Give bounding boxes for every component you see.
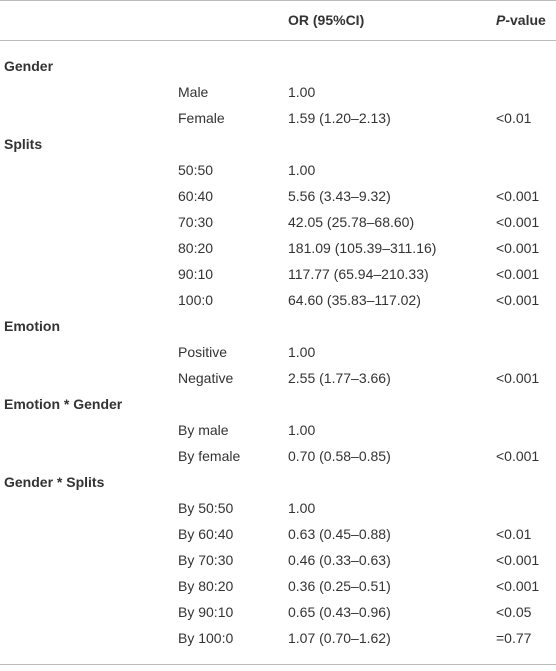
or-cell: 0.63 (0.45–0.88) (288, 526, 391, 543)
or-cell: 0.46 (0.33–0.63) (288, 552, 391, 569)
group-label: Gender * Splits (4, 474, 105, 491)
level-cell: 100:0 (178, 292, 214, 309)
level-cell: By male (178, 422, 229, 439)
or-cell: 117.77 (65.94–210.33) (288, 266, 429, 283)
p-value-cell: <0.001 (496, 266, 540, 283)
or-cell: 1.00 (288, 344, 316, 361)
header-rule (0, 40, 556, 41)
table-row (0, 625, 556, 651)
level-cell: Negative (178, 370, 234, 387)
level-cell: By 100:0 (178, 630, 234, 647)
level-cell: By 50:50 (178, 500, 234, 517)
group-label: Gender (4, 58, 54, 74)
table-row (0, 79, 556, 105)
table-row (0, 365, 556, 391)
table-row (0, 417, 556, 443)
table-row (0, 235, 556, 261)
table-row (0, 261, 556, 287)
group-row (0, 469, 556, 495)
or-cell: 0.70 (0.58–0.85) (288, 448, 391, 465)
level-cell: 90:10 (178, 266, 214, 283)
table-row (0, 157, 556, 183)
level-cell: 60:40 (178, 188, 214, 205)
p-value-cell: <0.001 (496, 370, 540, 387)
level-cell: By 90:10 (178, 604, 234, 621)
level-cell: 50:50 (178, 162, 214, 179)
level-cell: By 80:20 (178, 578, 234, 595)
or-cell: 0.36 (0.25–0.51) (288, 578, 391, 595)
header-p-value (496, 2, 546, 38)
level-cell: Male (178, 84, 209, 101)
p-value-cell: <0.001 (496, 552, 540, 569)
p-value-cell: <0.01 (496, 526, 532, 543)
table-row (0, 105, 556, 131)
p-value-cell: <0.001 (496, 188, 540, 205)
or-cell: 42.05 (25.78–68.60) (288, 214, 415, 231)
level-cell: 70:30 (178, 214, 214, 231)
table-row (0, 209, 556, 235)
table-row (0, 547, 556, 573)
top-rule (0, 0, 556, 1)
header-or: OR (95%CI) (288, 12, 365, 28)
or-cell: 181.09 (105.39–311.16) (288, 240, 437, 257)
p-value-cell: <0.001 (496, 448, 540, 465)
p-value-cell: <0.001 (496, 292, 540, 309)
level-cell: By 70:30 (178, 552, 234, 569)
level-cell: Female (178, 110, 225, 127)
or-cell: 0.65 (0.43–0.96) (288, 604, 391, 621)
or-cell: 1.00 (288, 422, 316, 439)
header-p-rest: -value (505, 12, 546, 28)
level-cell: By female (178, 448, 241, 465)
group-label: Emotion (4, 318, 60, 335)
or-cell: 1.07 (0.70–1.62) (288, 630, 391, 647)
group-label: Emotion * Gender (4, 396, 123, 413)
group-label: Splits (4, 136, 43, 153)
table-row (0, 339, 556, 365)
table-row (0, 495, 556, 521)
table-row (0, 521, 556, 547)
table-row (0, 573, 556, 599)
p-value-cell: <0.001 (496, 240, 540, 257)
level-cell: By 60:40 (178, 526, 234, 543)
level-cell: 80:20 (178, 240, 214, 257)
or-cell: 1.00 (288, 162, 316, 179)
or-cell: 5.56 (3.43–9.32) (288, 188, 391, 205)
group-row (0, 131, 556, 157)
or-cell: 64.60 (35.83–117.02) (288, 292, 421, 309)
group-row (0, 391, 556, 417)
group-row (0, 53, 556, 79)
or-cell: 2.55 (1.77–3.66) (288, 370, 391, 387)
header-p-italic: P (496, 12, 506, 28)
table-row (0, 183, 556, 209)
or-cell: 1.59 (1.20–2.13) (288, 110, 391, 127)
table-row (0, 599, 556, 625)
p-value-cell: <0.01 (496, 110, 532, 127)
table-row (0, 443, 556, 469)
bottom-rule (0, 664, 556, 665)
header-row (0, 2, 556, 38)
p-value-cell: <0.001 (496, 214, 540, 231)
table-row (0, 287, 556, 313)
p-value-cell: =0.77 (496, 630, 532, 647)
p-value-cell: <0.001 (496, 578, 540, 595)
level-cell: Positive (178, 344, 228, 361)
or-cell: 1.00 (288, 500, 316, 517)
or-cell: 1.00 (288, 84, 316, 101)
p-value-cell: <0.05 (496, 604, 532, 621)
group-row (0, 313, 556, 339)
